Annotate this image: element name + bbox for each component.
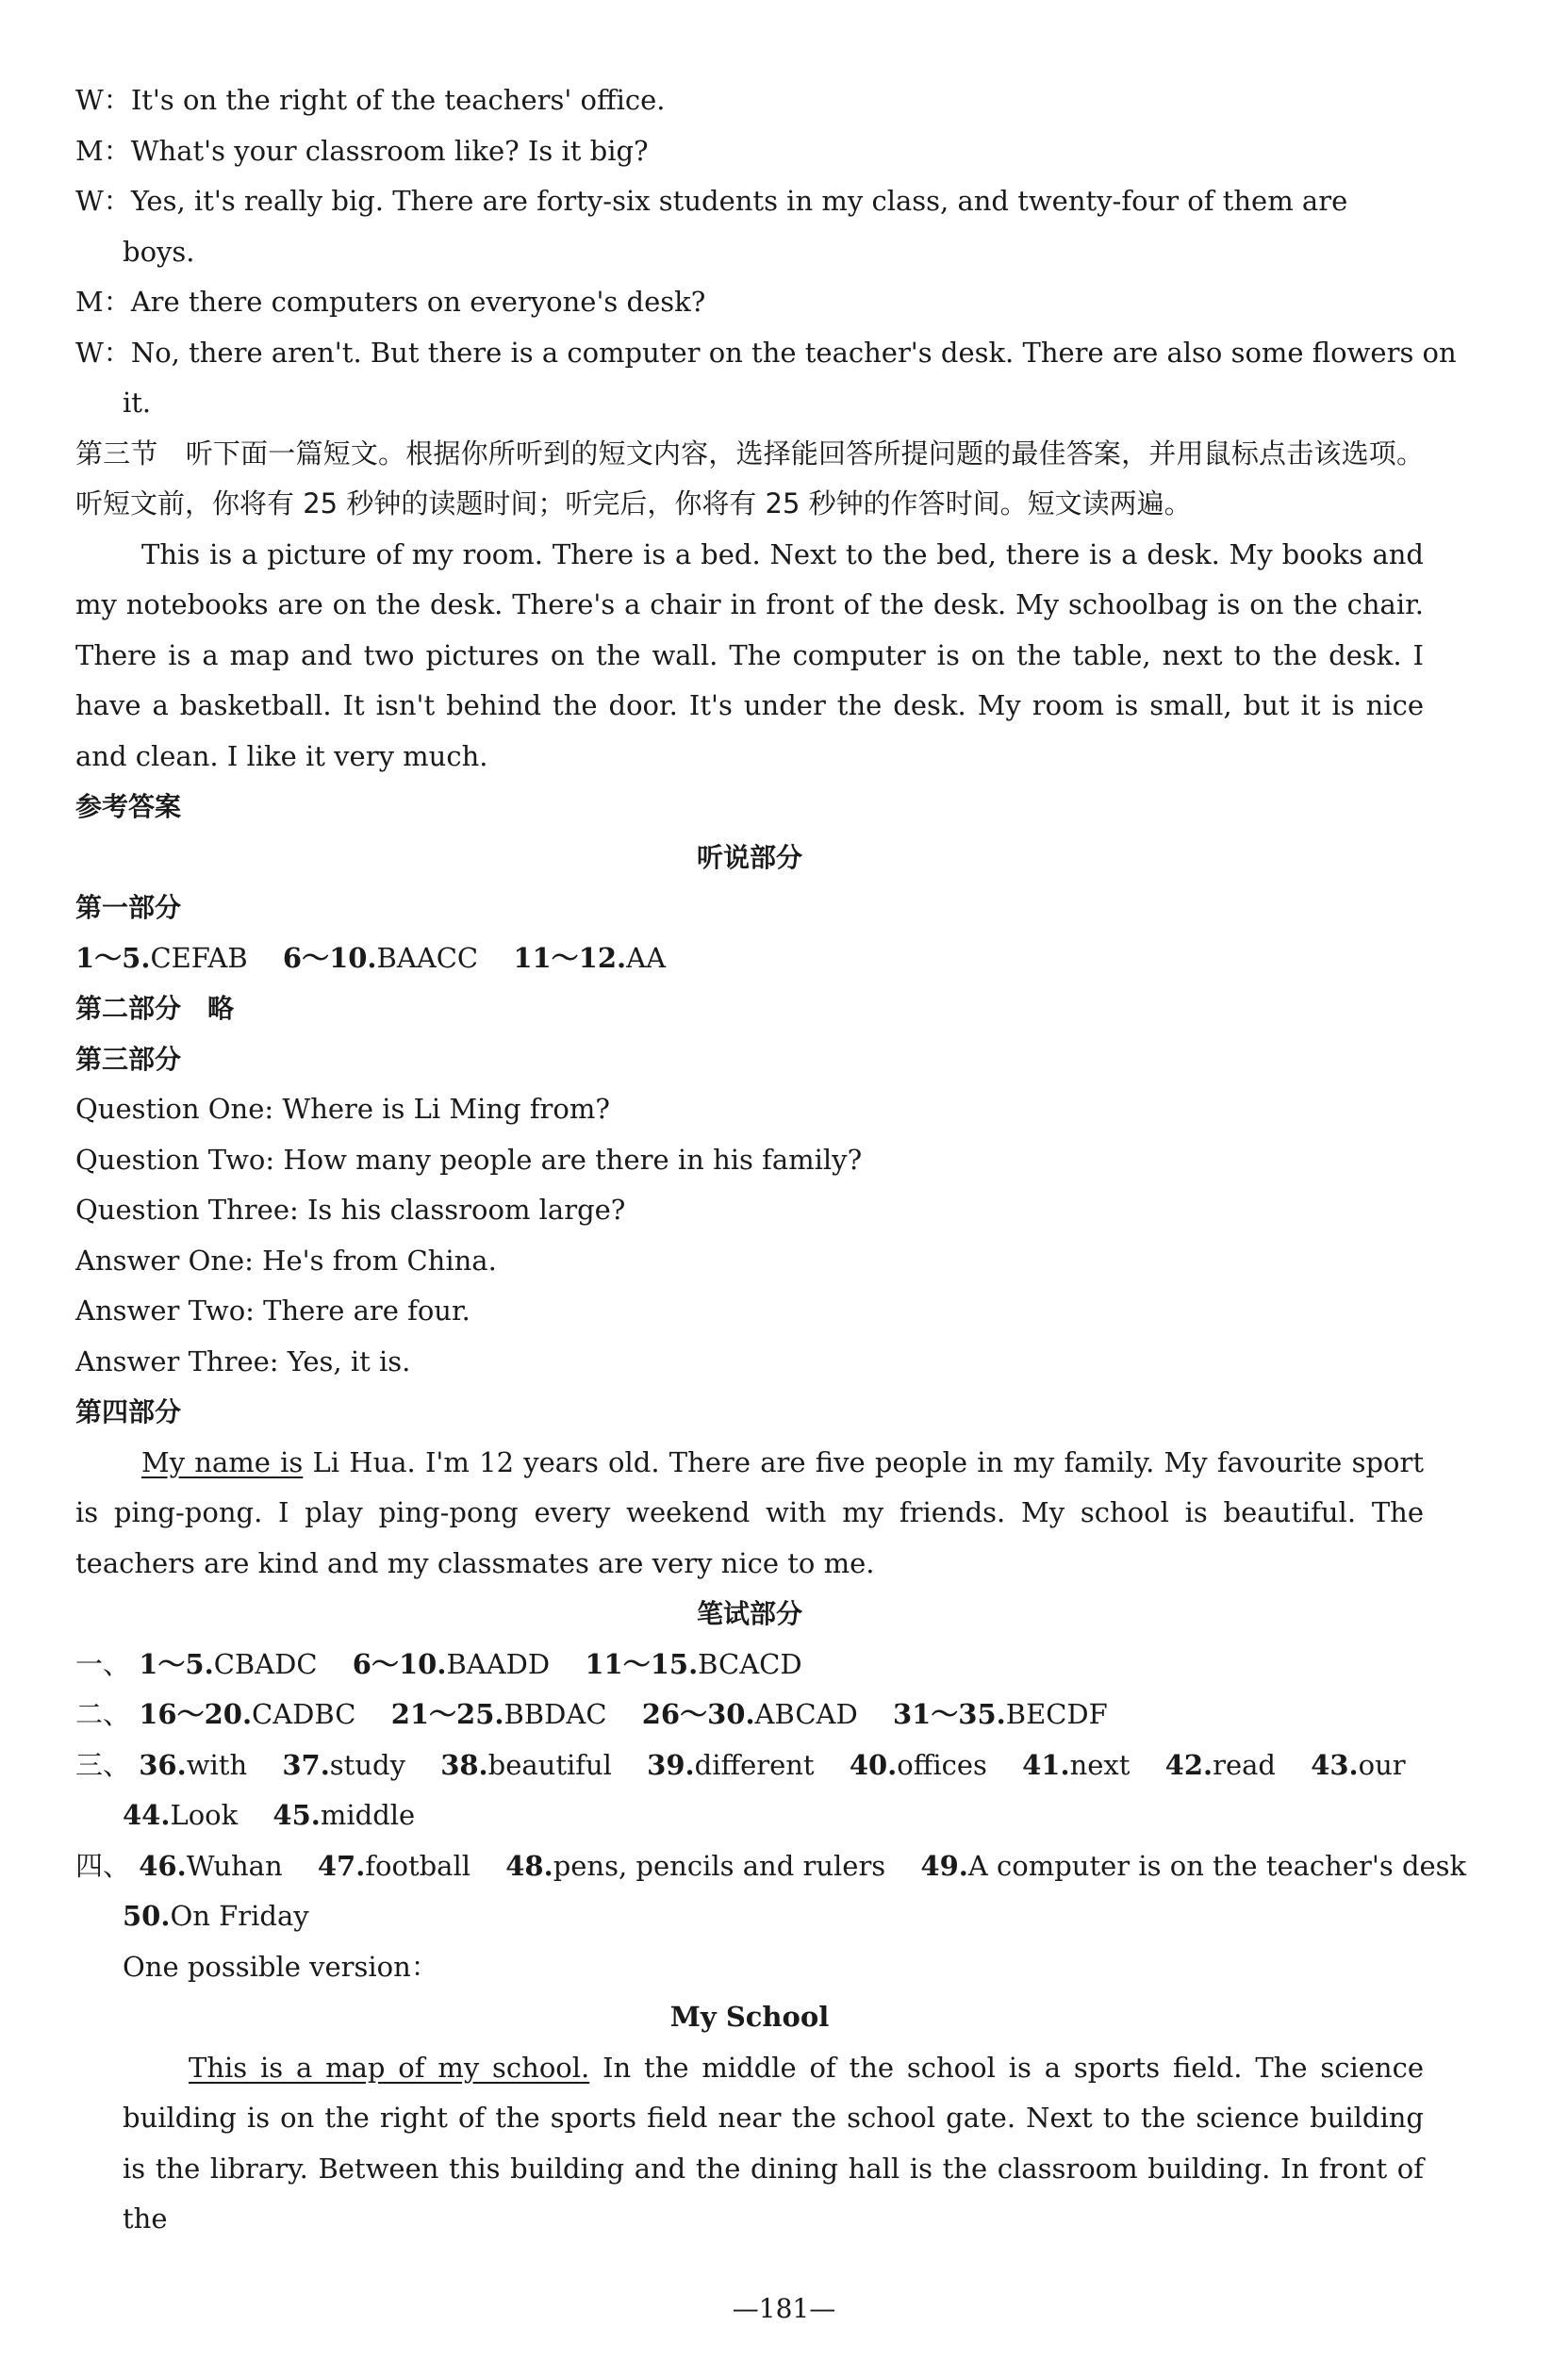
content <box>75 75 1467 2245</box>
part4-passage: My name is Li Hua. I'm 12 years old. There are five people in my family. My favourite sport is ping-pong. I play ping-pong every weekend with my friends. My school is beautiful. The teachers are kind and my classmates are very nice to me. <box>75 1445 1424 1579</box>
dialogue-line-2: M：What's your classroom like? Is it big? <box>75 134 649 167</box>
written-s1-answers: 一、 1～5.CBADC 6～10.BAADD 11～15.BCACD <box>75 1647 802 1680</box>
dialogue-line-1: W：It's on the right of the teachers' office. <box>75 84 666 116</box>
answer-key-title: 参考答案 <box>75 791 182 822</box>
part3-line: Question One: Where is Li Ming from? <box>75 1093 610 1125</box>
listening-section-title: 听说部分 <box>696 841 802 873</box>
part1-title: 第一部分 <box>75 892 182 923</box>
part3-line: Question Two: How many people are there in his family? <box>75 1143 863 1176</box>
dialogue-line-3-cont: boys. <box>123 235 195 268</box>
written-s3-answers-cont: 44.Look 45.middle <box>123 1799 416 1831</box>
possible-version-label: One possible version： <box>123 1950 438 1983</box>
dialogue-line-5: W：No, there aren't. But there is a computer on the teacher's desk. There are also some flowers on <box>75 336 1457 369</box>
part3-title: 第三部分 <box>75 1043 182 1075</box>
written-s4-answers: 四、 46.Wuhan 47.football 48.pens, pencils and rulers 49.A computer is on the teacher's desk <box>75 1849 1467 1882</box>
part3-line: Question Three: Is his classroom large? <box>75 1194 626 1226</box>
part3-line: Answer Two: There are four. <box>75 1295 470 1327</box>
written-s3-answers: 三、 36.with 37.study 38.beautiful 39.different 40.offices 41.next 42.read 43.our <box>75 1748 1406 1781</box>
part4-title: 第四部分 <box>75 1396 182 1427</box>
dialogue-line-5-cont: it. <box>123 387 152 419</box>
essay-body: This is a map of my school. In the middle of the school is a sports field. The science building is on the right of the sports field near the school gate. Next to the science building is the library. Between this building and the dining hall is the classroom building. In front of the <box>123 2051 1424 2235</box>
section3-instruction: 第三节 听下面一篇短文。根据你所听到的短文内容，选择能回答所提问题的最佳答案，并用鼠标点击该选项。听短文前，你将有 25 秒钟的读题时间；听完后，你将有 25 秒钟的作答时间。短文读两遍。 <box>75 437 1424 520</box>
part3-line: Answer One: He's from China. <box>75 1244 497 1277</box>
dialogue-line-3: W：Yes, it's really big. There are forty-six students in my class, and twenty-four of them are <box>75 185 1348 217</box>
essay-title: My School <box>669 2001 830 2033</box>
dialogue-line-4: M：Are there computers on everyone's desk? <box>75 286 706 318</box>
part3-line: Answer Three: Yes, it is. <box>75 1344 411 1377</box>
listening-passage: This is a picture of my room. There is a bed. Next to the bed, there is a desk. My books and my notebooks are on the desk. There's a chair in front of the desk. My schoolbag is on the chair. There is a map and two pictures on the wall. The computer is on the table, next to the desk. I have a basketball. It isn't behind the door. It's under the desk. My room is small, but it is nice and clean. I like it very much. <box>75 537 1424 772</box>
part1-answers: 1～5.CEFAB 6～10.BAACC 11～12.AA <box>75 941 667 974</box>
written-s2-answers: 二、 16～20.CADBC 21～25.BBDAC 26～30.ABCAD 31～35.BECDF <box>75 1698 1108 1730</box>
part2-line: 第二部分 略 <box>75 993 235 1024</box>
written-section-title: 笔试部分 <box>696 1598 802 1629</box>
written-s4-answers-cont: 50.On Friday <box>123 1900 309 1932</box>
page-number: —181— <box>732 2293 836 2324</box>
